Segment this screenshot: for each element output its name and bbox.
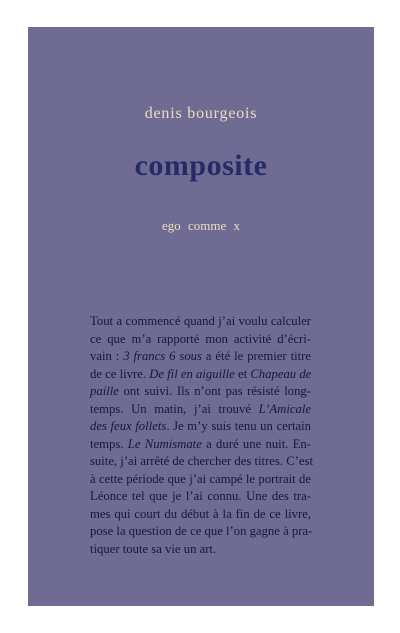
author-name: denis bourgeois	[144, 105, 258, 122]
blurb-segment: a duré une nuit. En-	[201, 436, 311, 451]
blurb-segment: Tout a commencé quand j’ai voulu calculer	[90, 314, 311, 328]
blurb-segment: . Je m’y suis tenu un certain	[166, 419, 312, 433]
book-cover	[28, 27, 374, 606]
blurb-segment: temps.	[90, 436, 128, 451]
blurb-italic-segment: 3 francs 6 sous	[123, 349, 202, 363]
blurb-segment: à cette période que j’ai campé le portrait de	[90, 471, 311, 486]
blurb-segment: vain :	[90, 349, 124, 363]
blurb-line	[90, 471, 311, 489]
blurb-line	[90, 541, 311, 559]
blurb-segment: ont suivi. Ils n’ont pas résisté long-	[118, 384, 311, 398]
blurb-line	[90, 401, 311, 419]
blurb-line	[90, 418, 311, 436]
blurb-segment: et	[234, 366, 251, 381]
blurb-segment: Léonce tel que je l’ai connu. Une des tra-	[90, 489, 311, 503]
blurb-italic-segment: paille	[90, 384, 119, 398]
blurb-segment: mes qui court du début à la fin de ce livre,	[90, 506, 311, 521]
blurb-line	[90, 453, 311, 471]
blurb-line	[90, 523, 311, 541]
blurb-segment: temps. Un matin, j’ai trouvé	[90, 401, 259, 416]
publisher-name: ego comme x	[161, 218, 241, 233]
blurb-line	[90, 506, 311, 524]
blurb-segment: de ce livre.	[90, 366, 150, 381]
blurb-italic-segment: L’Amicale	[258, 401, 311, 416]
blurb-segment: tiquer toute sa vie un art.	[90, 541, 217, 556]
blurb-segment: suite, j’ai arrêté de chercher des titres. C’est	[90, 454, 313, 468]
blurb-line	[90, 313, 311, 331]
blurb-line	[90, 366, 311, 384]
blurb-text	[90, 313, 311, 558]
blurb-segment: pose la question de ce que l’on gagne à pra-	[90, 524, 313, 538]
blurb-italic-segment: De fil en aiguille	[149, 366, 235, 381]
blurb-line	[90, 331, 311, 349]
blurb-segment: ce que m’a rapporté mon activité d’écri-	[90, 331, 311, 346]
blurb-segment: a été le premier titre	[201, 349, 312, 363]
blurb-line	[90, 436, 311, 454]
blurb-line	[90, 348, 311, 366]
blurb-italic-segment: Chapeau de	[250, 366, 312, 381]
blurb-italic-segment: Le Numismate	[127, 436, 202, 451]
blurb-line	[90, 383, 311, 401]
book-title: composite	[134, 149, 268, 182]
blurb-line	[90, 488, 311, 506]
blurb-italic-segment: des feux follets	[90, 419, 167, 433]
